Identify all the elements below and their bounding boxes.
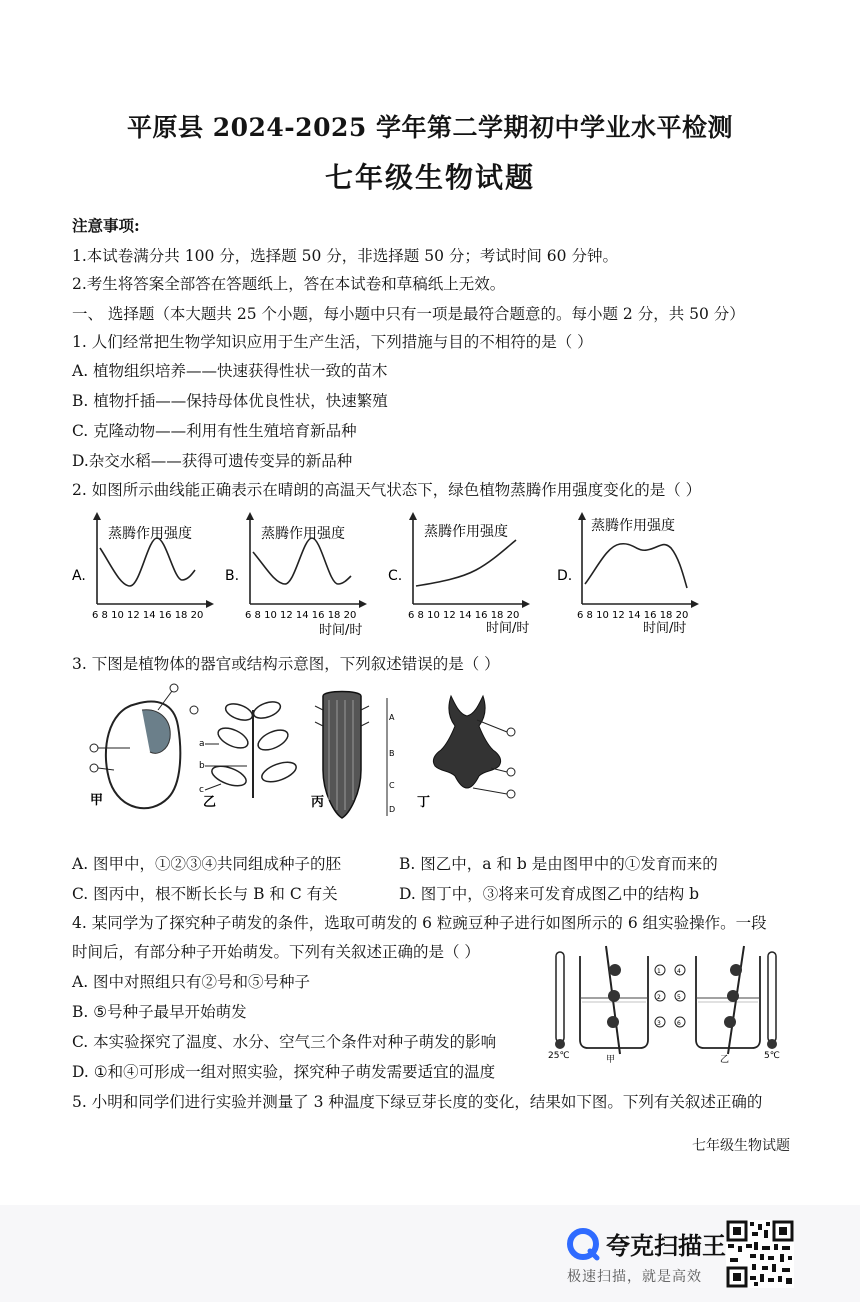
q2-charts (70, 508, 790, 640)
chart-c-curve (416, 540, 516, 586)
section-heading: 一、 选择题（本大题共 25 个小题，每小题中只有一项是最符合题意的。每小题 2 分，共 50 分） (72, 305, 745, 323)
svg-text:C: C (389, 781, 395, 790)
chart-d-ticks: 6 8 10 12 14 16 18 20 (577, 610, 689, 621)
chart-c-ticks: 6 8 10 12 14 16 18 20 (408, 610, 520, 621)
chart-a (72, 512, 214, 637)
svg-text:c: c (199, 785, 204, 795)
chart-b-letter: B. (225, 568, 240, 584)
svg-text:a: a (199, 739, 205, 749)
chart-b-curve (253, 538, 351, 584)
brand-logo-icon (566, 1227, 600, 1261)
chart-a-y-arrow (93, 512, 101, 520)
chart-a-letter: A. (72, 568, 86, 584)
chart-c (388, 512, 530, 636)
q3-option-b: B. 图乙中，a 和 b 是由图甲中的①发育而来的 (399, 855, 718, 873)
q4-stem-2: 时间后，有部分种子开始萌发。下列有关叙述正确的是（ ） (72, 943, 480, 961)
svg-text:5: 5 (677, 994, 681, 1001)
page-footer: 七年级生物试题 (692, 1138, 790, 1154)
q3-figures (86, 680, 526, 830)
notice-item-2: 2.考生将答案全部答在答题纸上，答在本试卷和草稿纸上无效。 (72, 275, 506, 293)
chart-b-ticks: 6 8 10 12 14 16 18 20 (245, 610, 357, 621)
figure-seed (90, 684, 198, 808)
figure-root-tip (311, 692, 395, 819)
chart-a-curve (100, 538, 195, 586)
chart-a-xlabel: 时间/时 (154, 623, 195, 637)
brand-name: 夸克扫描王 (606, 1232, 726, 1260)
svg-text:4: 4 (677, 968, 681, 975)
chart-a-x-arrow (206, 600, 214, 608)
notice-heading: 注意事项: (72, 216, 140, 235)
beaker-jia: 甲 (606, 1055, 616, 1064)
svg-text:6: 6 (677, 1020, 681, 1027)
q1-option-a: A. 植物组织培养——快速获得性状一致的苗木 (72, 362, 388, 380)
chart-b-ylabel: 蒸腾作用强度 (261, 526, 345, 542)
q4-option-c: C. 本实验探究了温度、水分、空气三个条件对种子萌发的影响 (72, 1033, 497, 1051)
figure-embryo (417, 696, 515, 810)
q2-stem: 2. 如图所示曲线能正确表示在晴朗的高温天气状态下，绿色植物蒸腾作用强度变化的是（ ） (72, 481, 702, 499)
brand-slogan: 极速扫描，就是高效 (567, 1269, 702, 1285)
q1-option-c: C. 克隆动物——利用有性生殖培育新品种 (72, 422, 357, 440)
chart-c-ylabel: 蒸腾作用强度 (424, 524, 508, 540)
svg-text:3: 3 (657, 1020, 661, 1027)
chart-d-curve (585, 544, 687, 588)
label-yi: 乙 (203, 795, 217, 810)
label-jia: 甲 (90, 793, 104, 808)
svg-text:B: B (389, 749, 395, 758)
svg-text:2: 2 (657, 994, 661, 1001)
chart-d (557, 512, 699, 636)
q1-stem: 1. 人们经常把生物学知识应用于生产生活，下列措施与目的不相符的是（ ） (72, 333, 593, 351)
q3-option-d: D. 图丁中，③将来可发育成图乙中的结构 b (399, 885, 700, 903)
exam-title: 平原县 2024-2025 学年第二学期初中学业水平检测 (127, 113, 733, 142)
q4-option-a: A. 图中对照组只有②号和⑤号种子 (72, 973, 311, 991)
svg-text:1: 1 (657, 968, 661, 975)
chart-d-ylabel: 蒸腾作用强度 (591, 518, 675, 534)
q1-option-d: D.杂交水稻——获得可遗传变异的新品种 (72, 452, 353, 470)
chart-d-letter: D. (557, 568, 573, 584)
figure-seedling (199, 699, 299, 810)
chart-b-xlabel: 时间/时 (319, 623, 363, 638)
label-ding: 丁 (417, 795, 431, 810)
svg-text:D: D (389, 805, 396, 814)
beaker-yi: 乙 (720, 1055, 730, 1064)
svg-text:b: b (199, 761, 205, 771)
q4-option-b: B. ⑤号种子最早开始萌发 (72, 1003, 247, 1021)
q5-stem: 5. 小明和同学们进行实验并测量了 3 种温度下绿豆芽长度的变化，结果如下图。下列有关叙述正确的 (72, 1093, 763, 1111)
temp-right: 5℃ (764, 1051, 780, 1061)
notice-item-1: 1.本试卷满分共 100 分，选择题 50 分，非选择题 50 分；考试时间 60 分钟。 (72, 247, 618, 265)
chart-d-xlabel: 时间/时 (643, 621, 687, 636)
chart-b (225, 512, 367, 638)
temp-left: 25℃ (548, 1051, 570, 1061)
q3-option-a: A. 图甲中，①②③④共同组成种子的胚 (72, 855, 342, 873)
exam-subtitle: 七年级生物试题 (324, 161, 535, 194)
q4-stem-1: 4. 某同学为了探究种子萌发的条件，选取可萌发的 6 粒豌豆种子进行如图所示的 6 组实验操作。一段 (72, 914, 767, 932)
q4-option-d: D. ①和④可形成一组对照实验，探究种子萌发需要适宜的温度 (72, 1063, 496, 1081)
q1-option-b: B. 植物扦插——保持母体优良性状，快速繁殖 (72, 392, 388, 410)
chart-a-ticks: 6 8 10 12 14 16 18 20 (92, 610, 204, 621)
label-bing: 丙 (311, 795, 325, 810)
q3-option-c: C. 图丙中，根不断长长与 B 和 C 有关 (72, 885, 338, 903)
svg-text:A: A (389, 713, 395, 722)
q4-figure (548, 944, 788, 1064)
chart-a-ylabel: 蒸腾作用强度 (108, 526, 192, 542)
q3-stem: 3. 下图是植物体的器官或结构示意图，下列叙述错误的是（ ） (72, 655, 500, 673)
qr-code-icon (726, 1220, 794, 1288)
chart-c-xlabel: 时间/时 (486, 621, 530, 636)
chart-c-letter: C. (388, 568, 403, 584)
